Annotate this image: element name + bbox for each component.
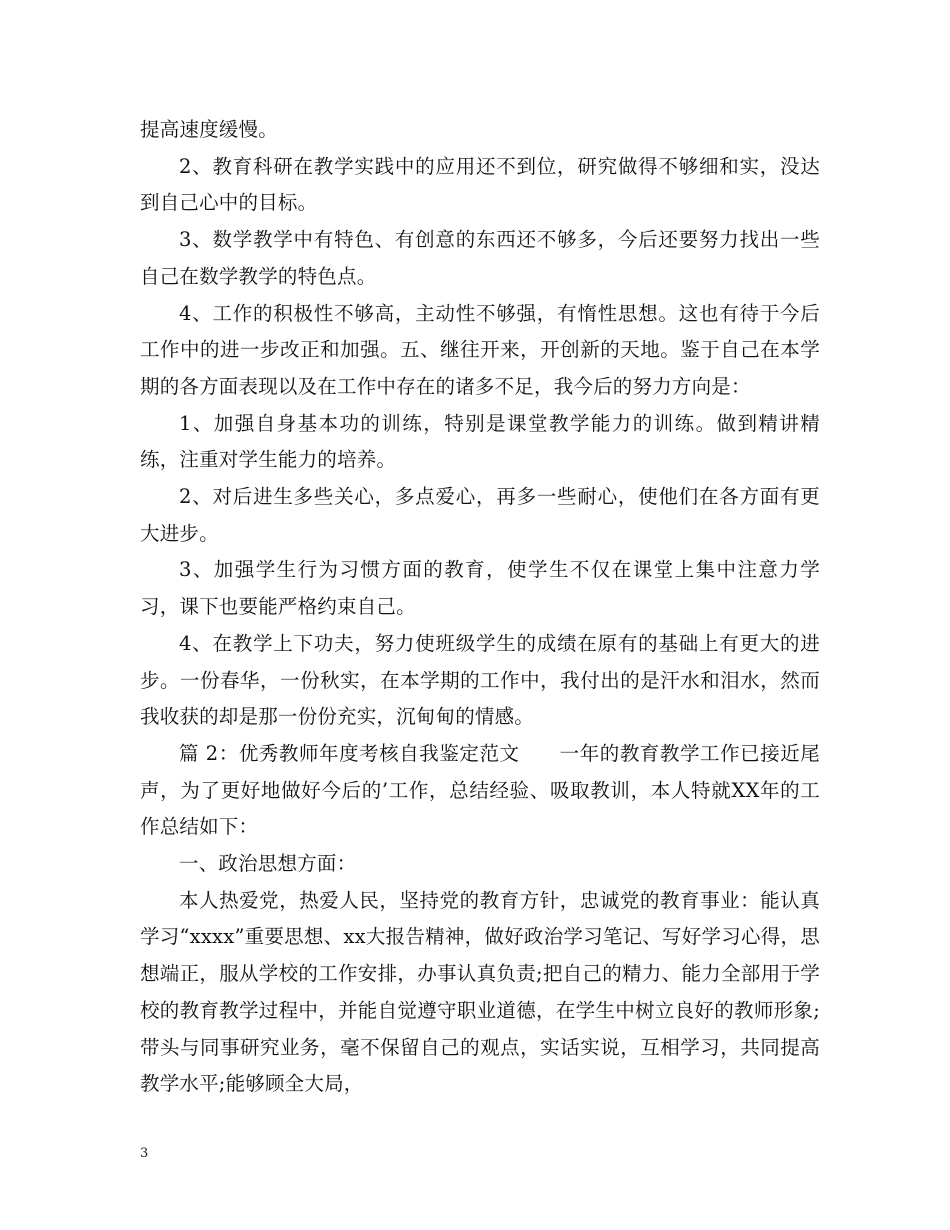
section-heading-politics: 一、政治思想方面： <box>179 852 357 876</box>
paragraph-direction-2: 2、对后进生多些关心，多点爱心，再多一些耐心，使他们在各方面有更大进步。 <box>140 485 820 545</box>
paragraph-item-4-initiative: 4、工作的积极性不够高，主动性不够强，有惰性思想。这也有待于今后工作中的进一步改正和加强。五、继往开来，开创新的天地。鉴于自己在本学期的各方面表现以及在工作中存在的诸多不足，我今后的努力方向是： <box>140 301 820 398</box>
paragraph-item-2-research: 2、教育科研在教学实践中的应用还不到位，研究做得不够细和实，没达到自己心中的目标。 <box>140 154 820 215</box>
paragraph-item-3-math-features: 3、数学教学中有特色、有创意的东西还不够多，今后还要努力找出一些自己在数学教学的特色点。 <box>140 228 820 288</box>
paragraph-direction-1: 1、加强自身基本功的训练，特别是课堂教学能力的训练。做到精讲精练，注重对学生能力的培养。 <box>140 411 820 472</box>
body-text <box>140 112 820 1103</box>
paragraph-continuation: 提高速度缓慢。 <box>140 118 278 141</box>
page-number: 3 <box>140 1146 149 1161</box>
paragraph-direction-4: 4、在教学上下功夫，努力使班级学生的成绩在原有的基础上有更大的进步。一份春华，一份秋实，在本学期的工作中，我付出的是汗水和泪水，然而我收获的却是那一份份充实，沉甸甸的情感。 <box>140 631 820 729</box>
paragraph-direction-3: 3、加强学生行为习惯方面的教育，使学生不仅在课堂上集中注意力学习，课下也要能严格约束自己。 <box>140 558 820 619</box>
paragraph-politics-body: 本人热爱党，热爱人民，坚持党的教育方针，忠诚党的教育事业：能认真学习“xxxx”重要思想、xx大报告精神，做好政治学习笔记、写好学习心得，思想端正，服从学校的工作安排，办事认真负责;把自己的精力、能力全部用于学校的教育教学过程中，并能自觉遵守职业道德，在学生中树立良好的教师形象;带头与同事研究业务，毫不保留自己的观点，实话实说，互相学习，共同提高教学水平;能够顾全大局， <box>140 888 820 1096</box>
paragraph-article-2-intro: 篇 2：优秀教师年度考核自我鉴定范文 一年的教育教学工作已接近尾声，为了更好地做好今后的’工作，总结经验、吸取教训，本人特就XX年的工作总结如下： <box>140 741 820 839</box>
